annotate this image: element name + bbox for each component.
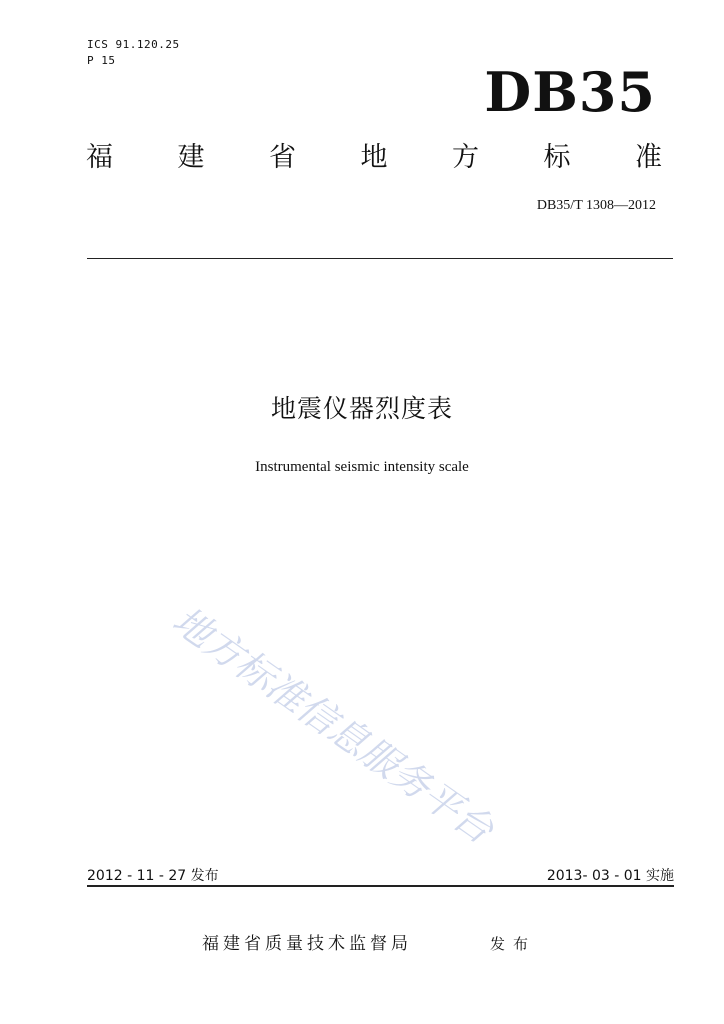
standard-type-char: 省 [269,142,296,173]
date-row [87,866,674,886]
issuing-authority: 福建省质量技术监督局 [202,934,412,954]
ics-block [87,37,180,69]
issue-date: 2012 - 11 - 27 发布 [87,868,219,884]
watermark: 地方标准信息服务平台 [164,598,502,853]
top-divider [87,258,673,259]
document-title-chinese: 地震仪器烈度表 [270,394,453,423]
db35-logo: DB35 [484,60,656,124]
standard-type-char: 方 [452,142,479,173]
issue-label: 发布 [490,935,537,953]
standard-type-char: 标 [543,142,571,173]
classification-code: P 15 [87,54,116,67]
standard-code: DB35/T 1308—2012 [536,198,656,213]
bottom-divider [87,885,674,887]
standard-type-heading [86,140,662,176]
standard-type-char: 建 [177,142,205,173]
ics-code: ICS 91.120.25 [87,38,180,51]
standard-type-char: 福 [86,142,113,173]
standard-type-char: 地 [360,142,388,173]
document-title-english: Instrumental seismic intensity scale [255,459,469,475]
standard-type-char: 准 [635,142,662,173]
effective-date: 2013- 03 - 01 实施 [546,868,674,884]
